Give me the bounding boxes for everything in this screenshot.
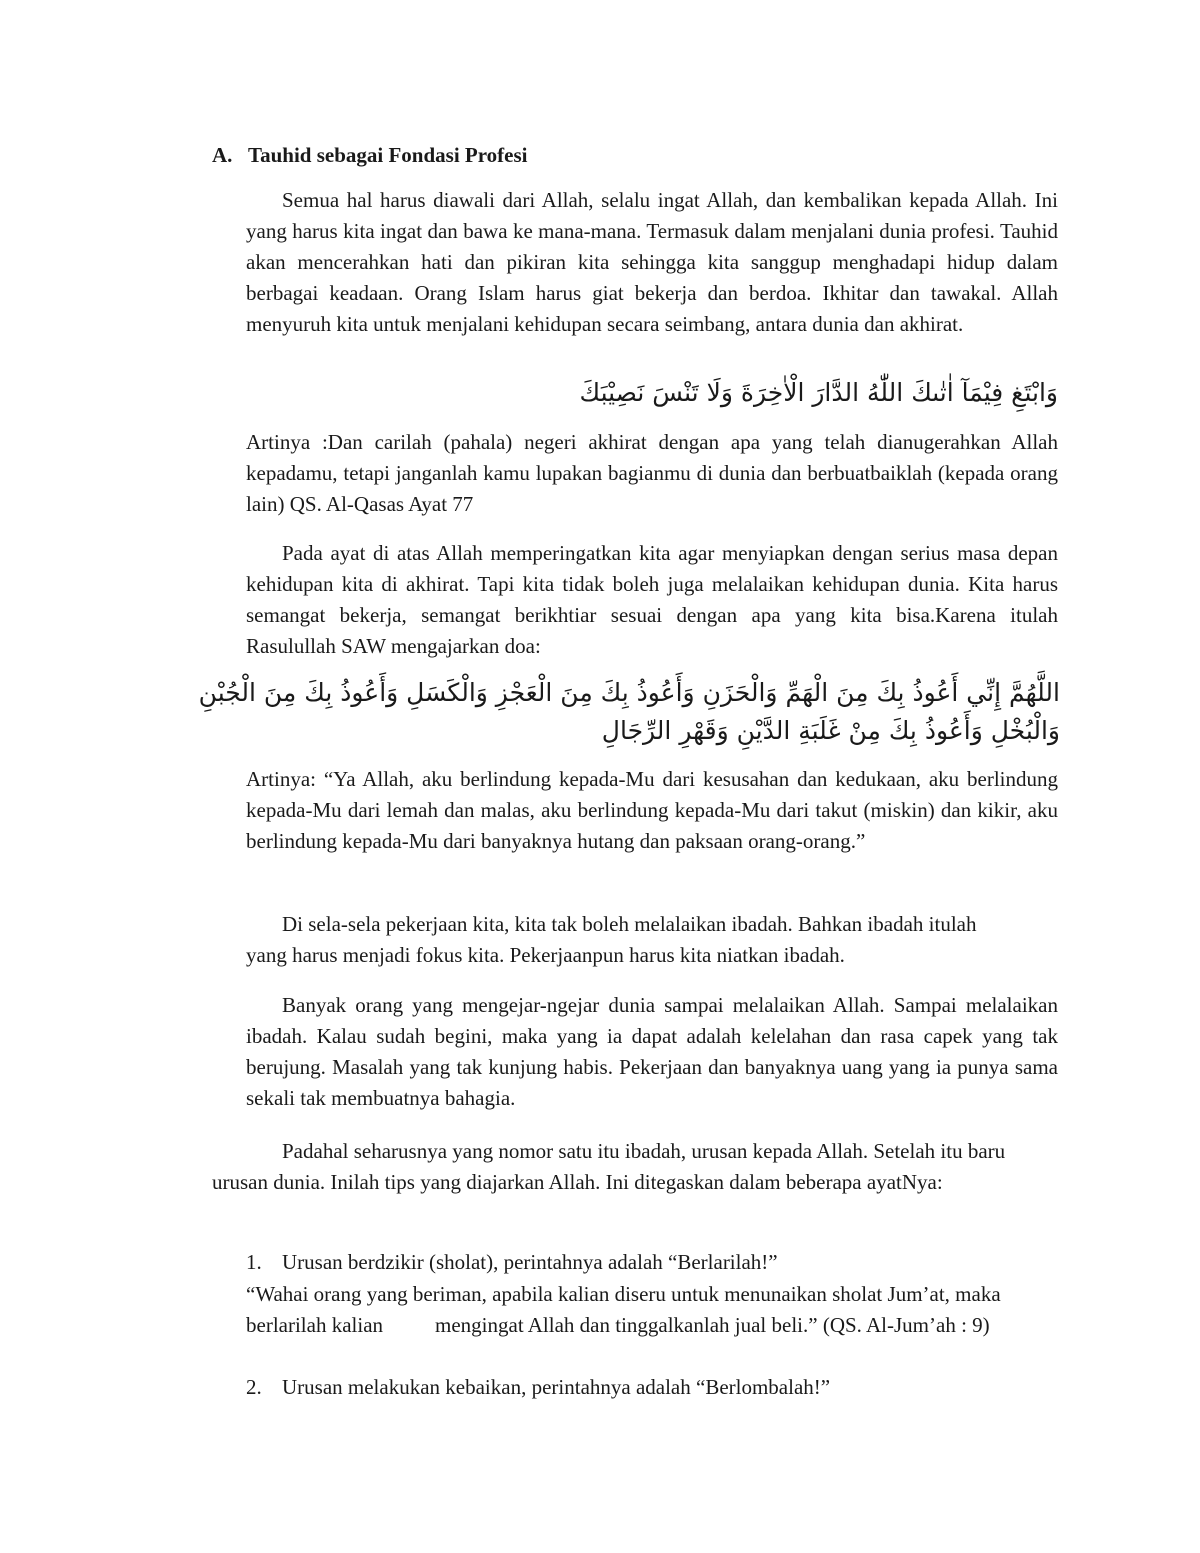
list-item-number: 1.: [246, 1250, 262, 1274]
paragraph-ayat-explanation: [246, 538, 1058, 662]
section-marker: A.: [212, 143, 233, 167]
paragraph-ibadah-focus: [246, 909, 1016, 971]
section-heading: [212, 143, 528, 168]
paragraph-ibadah-focus-text: Di sela-sela pekerjaan kita, kita tak boleh melalaikan ibadah. Bahkan ibadah itulah yang harus menjadi fokus kita. Pekerjaanpun harus kita niatkan ibadah.: [246, 912, 977, 967]
list-item-number: 2.: [246, 1375, 262, 1399]
doa-translation: Artinya: “Ya Allah, aku berlindung kepada-Mu dari kesusahan dan kedukaan, aku berlindung kepada-Mu dari lemah dan malas, aku berlindung kepada-Mu dari takut (miskin) dan kikir, aku berlindung kepada-Mu dari banyaknya hutang dan paksaan orang-orang.”: [246, 767, 1058, 853]
section-title: Tauhid sebagai Fondasi Profesi: [248, 143, 528, 167]
paragraph-intro: [246, 185, 1058, 340]
paragraph-priority-text: Padahal seharusnya yang nomor satu itu ibadah, urusan kepada Allah. Setelah itu baru urusan dunia. Inilah tips yang diajarkan Allah. Ini ditegaskan dalam beberapa ayatNya:: [212, 1139, 1006, 1194]
list-item-text: Urusan berdzikir (sholat), perintahnya adalah “Berlarilah!”: [282, 1250, 778, 1274]
list-item-1: [246, 1247, 778, 1278]
quote-part-1: “Wahai orang yang beriman, apabila kalian diseru untuk menunaikan sholat Jum’at, maka berlarilah kalian: [246, 1282, 1001, 1337]
doa-arabic: اللَّهُمَّ إِنِّي أَعُوذُ بِكَ مِنَ الْهَمِّ وَالْحَزَنِ وَأَعُوذُ بِكَ مِنَ الْعَجْزِ وَالْكَسَلِ وَأَعُوذُ بِكَ مِنَ الْجُبْنِ وَالْبُخْلِ وَأَعُوذُ بِكَ مِنْ غَلَبَةِ الدَّيْنِ وَقَهْرِ الرِّجَالِ: [198, 678, 1060, 745]
paragraph-intro-text: Semua hal harus diawali dari Allah, selalu ingat Allah, dan kembalikan kepada Allah. Ini yang harus kita ingat dan bawa ke mana-mana. Termasuk dalam menjalani dunia profesi. Tauhid akan mencerahkan hati dan pikiran kita sehingga kita sanggup menghadapi hidup dalam berbagai keadaan. Orang Islam harus giat bekerja dan berdoa. Ikhitar dan tawakal. Allah menyuruh kita untuk menjalani kehidupan secara seimbang, antara dunia dan akhirat.: [246, 188, 1058, 336]
paragraph-priority: [212, 1136, 1020, 1198]
verse-translation: Artinya :Dan carilah (pahala) negeri akhirat dengan apa yang telah dianugerahkan Allah kepadamu, tetapi janganlah kamu lupakan bagianmu di dunia dan berbuatbaiklah (kepada orang lain) QS. Al-Qasas Ayat 77: [246, 430, 1058, 516]
quote-part-2: mengingat Allah dan tinggalkanlah jual beli.” (QS. Al-Jum’ah : 9): [435, 1313, 990, 1337]
paragraph-worldly-pursuit: [246, 990, 1058, 1114]
list-item-text: Urusan melakukan kebaikan, perintahnya adalah “Berlombalah!”: [282, 1375, 831, 1399]
verse-arabic: وَابْتَغِ فِيْمَآ اٰتٰىكَ اللّٰهُ الدَّارَ الْاٰخِرَةَ وَلَا تَنْسَ نَصِيْبَكَ: [579, 378, 1058, 407]
list-item-2: [246, 1372, 830, 1403]
quote-al-jumah: [246, 1279, 1036, 1341]
paragraph-worldly-pursuit-text: Banyak orang yang mengejar-ngejar dunia sampai melalaikan Allah. Sampai melalaikan ibadah. Kalau sudah begini, maka yang ia dapat adalah kelelahan dan rasa capek yang tak berujung. Masalah yang tak kunjung habis. Pekerjaan dan banyaknya uang yang ia punya sama sekali tak membuatnya bahagia.: [246, 993, 1058, 1110]
paragraph-ayat-explanation-text: Pada ayat di atas Allah memperingatkan kita agar menyiapkan dengan serius masa depan kehidupan kita di akhirat. Tapi kita tidak boleh juga melalaikan kehidupan dunia. Kita harus semangat bekerja, semangat berikhtiar sesuai dengan apa yang kita bisa.Karena itulah Rasulullah SAW mengajarkan doa:: [246, 541, 1058, 658]
